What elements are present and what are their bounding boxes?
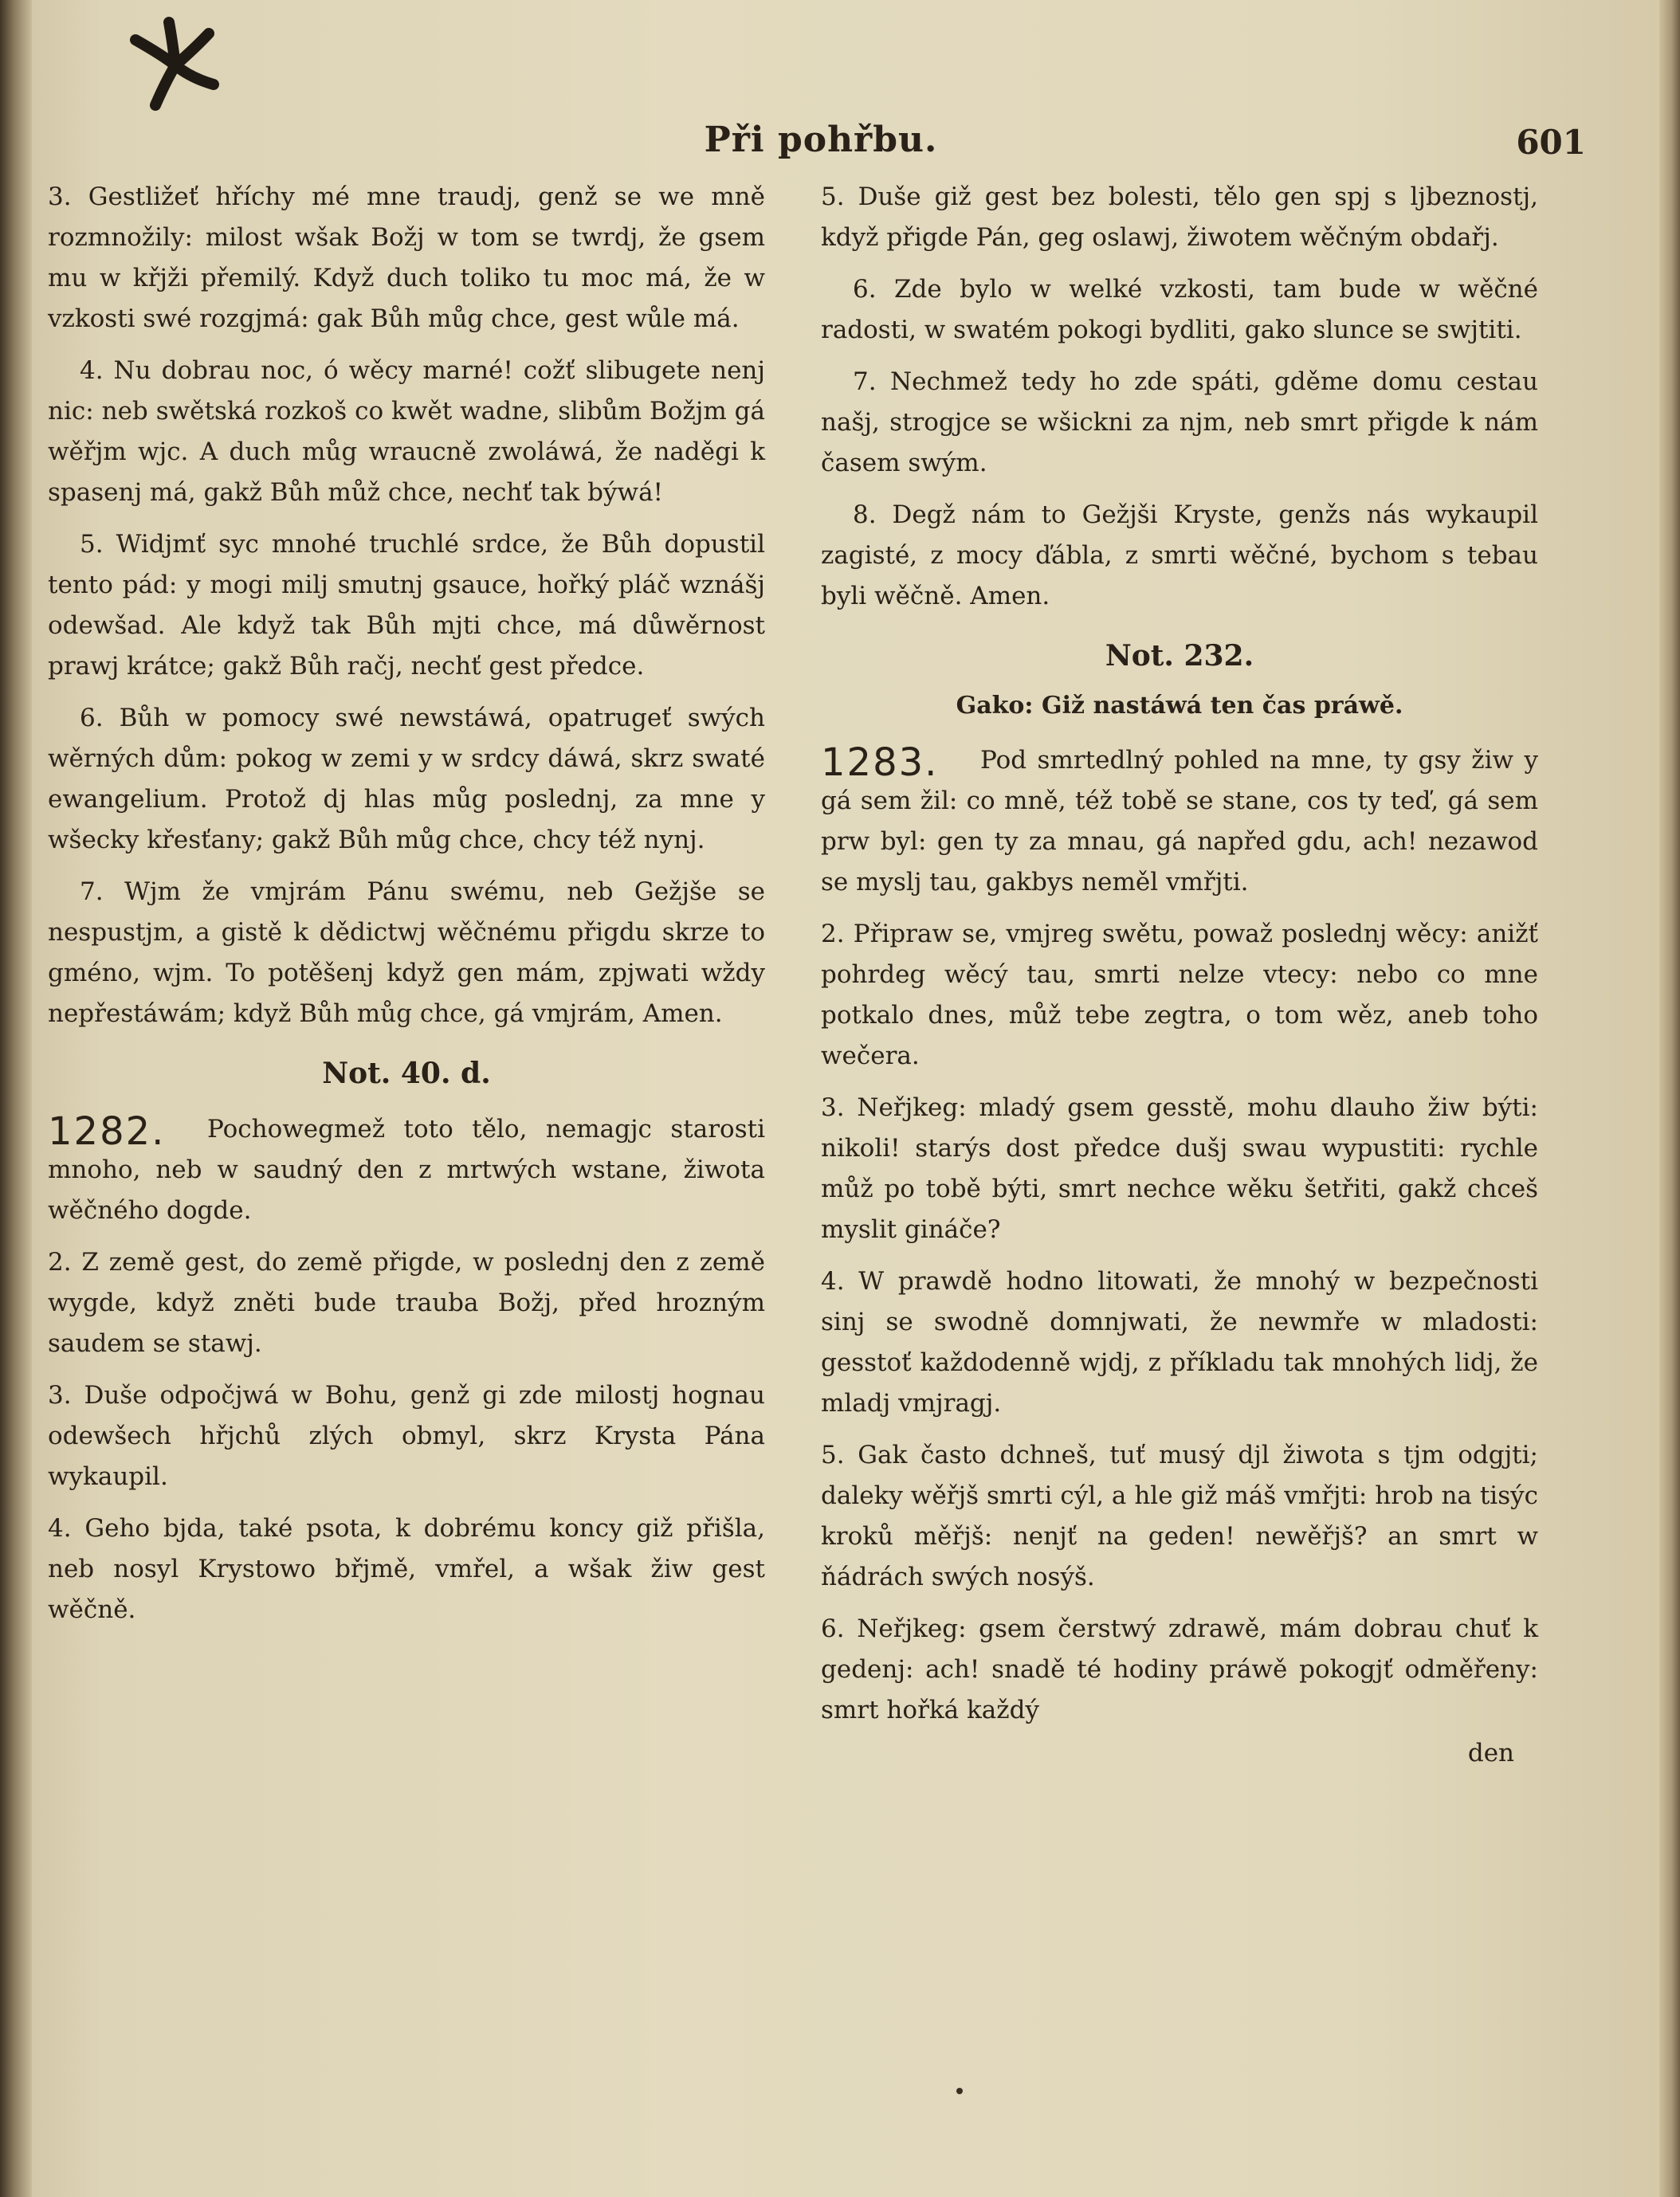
verse: 4. Nu dobrau noc, ó wěcy marné! cožť slibugete nenj nic: neb swětská rozkoš co kwět wadne, slibům Božjm gá wěřjm wjc. A duch můg wraucně zwoláwá, že naděgi k spasenj má, gakž Bůh můž chce, nechť tak býwá!	[48, 356, 765, 507]
verse: 2. Z země gest, do země přigde, w poslednj den z země wygde, když zněti bude trauba Božj, před hrozným saudem se stawj.	[48, 1248, 765, 1358]
page-number: 601	[1516, 123, 1586, 162]
ink-speck	[956, 2088, 963, 2094]
hymn-number: 1282.	[48, 1109, 166, 1154]
verse: 4. W prawdě hodno litowati, že mnohý w bezpečnosti sinj se swodně domnjwati, že newmře w mladosti: gesstoť každodenně wjdj, z příkladu tak mnohých lidj, že mladj vmjragj.	[821, 1267, 1538, 1418]
running-title: Při pohřbu.	[704, 120, 938, 160]
catchword: den	[1467, 1739, 1514, 1767]
verse: 7. Nechmež tedy ho zde spáti, gděme domu cestau našj, strogjce se wšickni za njm, neb smrt přigde k nám časem swým.	[821, 367, 1538, 477]
verse: Pod smrtedlný pohled na mne, ty gsy žiw y gá sem žil: co mně, též tobě se stane, cos ty teď, gá sem prw byl: gen ty za mnau, gá napřed gdu, ach! nezawod se myslj tau, gakbys neměl vmřjti.	[821, 746, 1538, 896]
verse: 6. Bůh w pomocy swé newstáwá, opatrugeť swých wěrných dům: pokog w zemi y w srdcy dáwá, skrz swaté ewangelium. Protož dj hlas můg poslednj, za mne y wšecky křesťany; gakž Bůh můg chce, chcy též nynj.	[48, 704, 765, 854]
page-header	[56, 120, 1586, 175]
verse: 3. Duše odpočjwá w Bohu, genž gi zde milostj hognau odewšech hřjchů zlých obmyl, skrz Krysta Pána wykaupil.	[48, 1381, 765, 1491]
hymn-1282	[48, 1109, 765, 1630]
hymn-text	[48, 1109, 765, 1630]
book-spine-shadow	[0, 0, 32, 2197]
verse: 2. Připraw se, vmjreg swětu, powaž poslednj wěcy: anižť pohrdeg wěcý tau, smrti nelze vtecy: nebo co mne potkalo dnes, můž tebe zegtra, o tom wěz, aneb toho wečera.	[821, 920, 1538, 1070]
melody-rubric: Not. 40. d.	[322, 1057, 491, 1090]
right-column	[821, 177, 1538, 1767]
ink-mark-icon	[120, 16, 231, 120]
verse: Pochowegmež toto tělo, nemagjc starosti mnoho, neb w saudný den z mrtwých wstane, žiwota wěčného dogde.	[48, 1115, 765, 1225]
verse: 5. Gak často dchneš, tuť musý djl žiwota s tjm odgjti; daleky wěřjš smrti cýl, a hle giž máš vmřjti: hrob na tisýc kroků měřjš: nenjť na geden! newěřjš? an smrt w ňádrách swých nosýš.	[821, 1441, 1538, 1591]
verse: 4. Geho bjda, také psota, k dobrému koncy giž přišla, neb nosyl Krystowo břjmě, vmřel, a wšak žiw gest wěčně.	[48, 1514, 765, 1624]
verse: 3. Gestližeť hříchy mé mne traudj, genž se we mně rozmnožily: milost wšak Božj w tom se twrdj, že gsem mu w křjži přemilý. Když duch toliko tu moc má, že w vzkosti swé rozgjmá: gak Bůh můg chce, gest wůle má.	[48, 182, 765, 333]
verse: 7. Wjm že vmjrám Pánu swému, neb Gežjše se nespustjm, a gistě k dědictwj wěčnému přigdu skrze to gméno, wjm. To potěšenj když gen mám, zpjwati wždy nepřestáwám; když Bůh můg chce, gá vmjrám, Amen.	[48, 877, 765, 1028]
melody-rubric: Not. 232.	[1105, 639, 1254, 673]
left-column	[48, 177, 765, 1642]
verse: 5. Duše giž gest bez bolesti, tělo gen spj s ljbeznostj, když přigde Pán, geg oslawj, žiwotem wěčným obdařj.	[821, 182, 1538, 252]
verse: 8. Degž nám to Gežjši Kryste, genžs nás wykaupil zagisté, z mocy ďábla, z smrti wěčné, bychom s tebau byli wěčně. Amen.	[821, 500, 1538, 610]
verse: 5. Widjmť syc mnohé truchlé srdce, že Bůh dopustil tento pád: y mogi milj smutnj gsauce, hořký pláč wznášj odewšad. Ale když tak Bůh mjti chce, má důwěrnost prawj krátce; gakž Bůh račj, nechť gest předce.	[48, 530, 765, 681]
hymn-number: 1283.	[821, 740, 939, 785]
hymn-1283	[821, 740, 1538, 1731]
page-edge-shadow	[1659, 0, 1680, 2197]
verse: 6. Zde bylo w welké vzkosti, tam bude w wěčné radosti, w swatém pokogi bydliti, gako slunce se swjtiti.	[821, 275, 1538, 344]
verse: 6. Neřjkeg: gsem čerstwý zdrawě, mám dobrau chuť k gedenj: ach! snadě té hodiny práwě pokogjť odměřeny: smrt hořká každý	[821, 1614, 1538, 1724]
hymn-text	[821, 740, 1538, 1731]
tune-reference: Gako: Giž nastáwá ten čas práwě.	[956, 692, 1403, 720]
verse: 3. Neřjkeg: mladý gsem gesstě, mohu dlauho žiw býti: nikoli! starýs dost předce dušj swau wypustiti: rychle můž po tobě býti, smrt nechce wěku šetřiti, gakž chceš myslit gináče?	[821, 1093, 1538, 1244]
